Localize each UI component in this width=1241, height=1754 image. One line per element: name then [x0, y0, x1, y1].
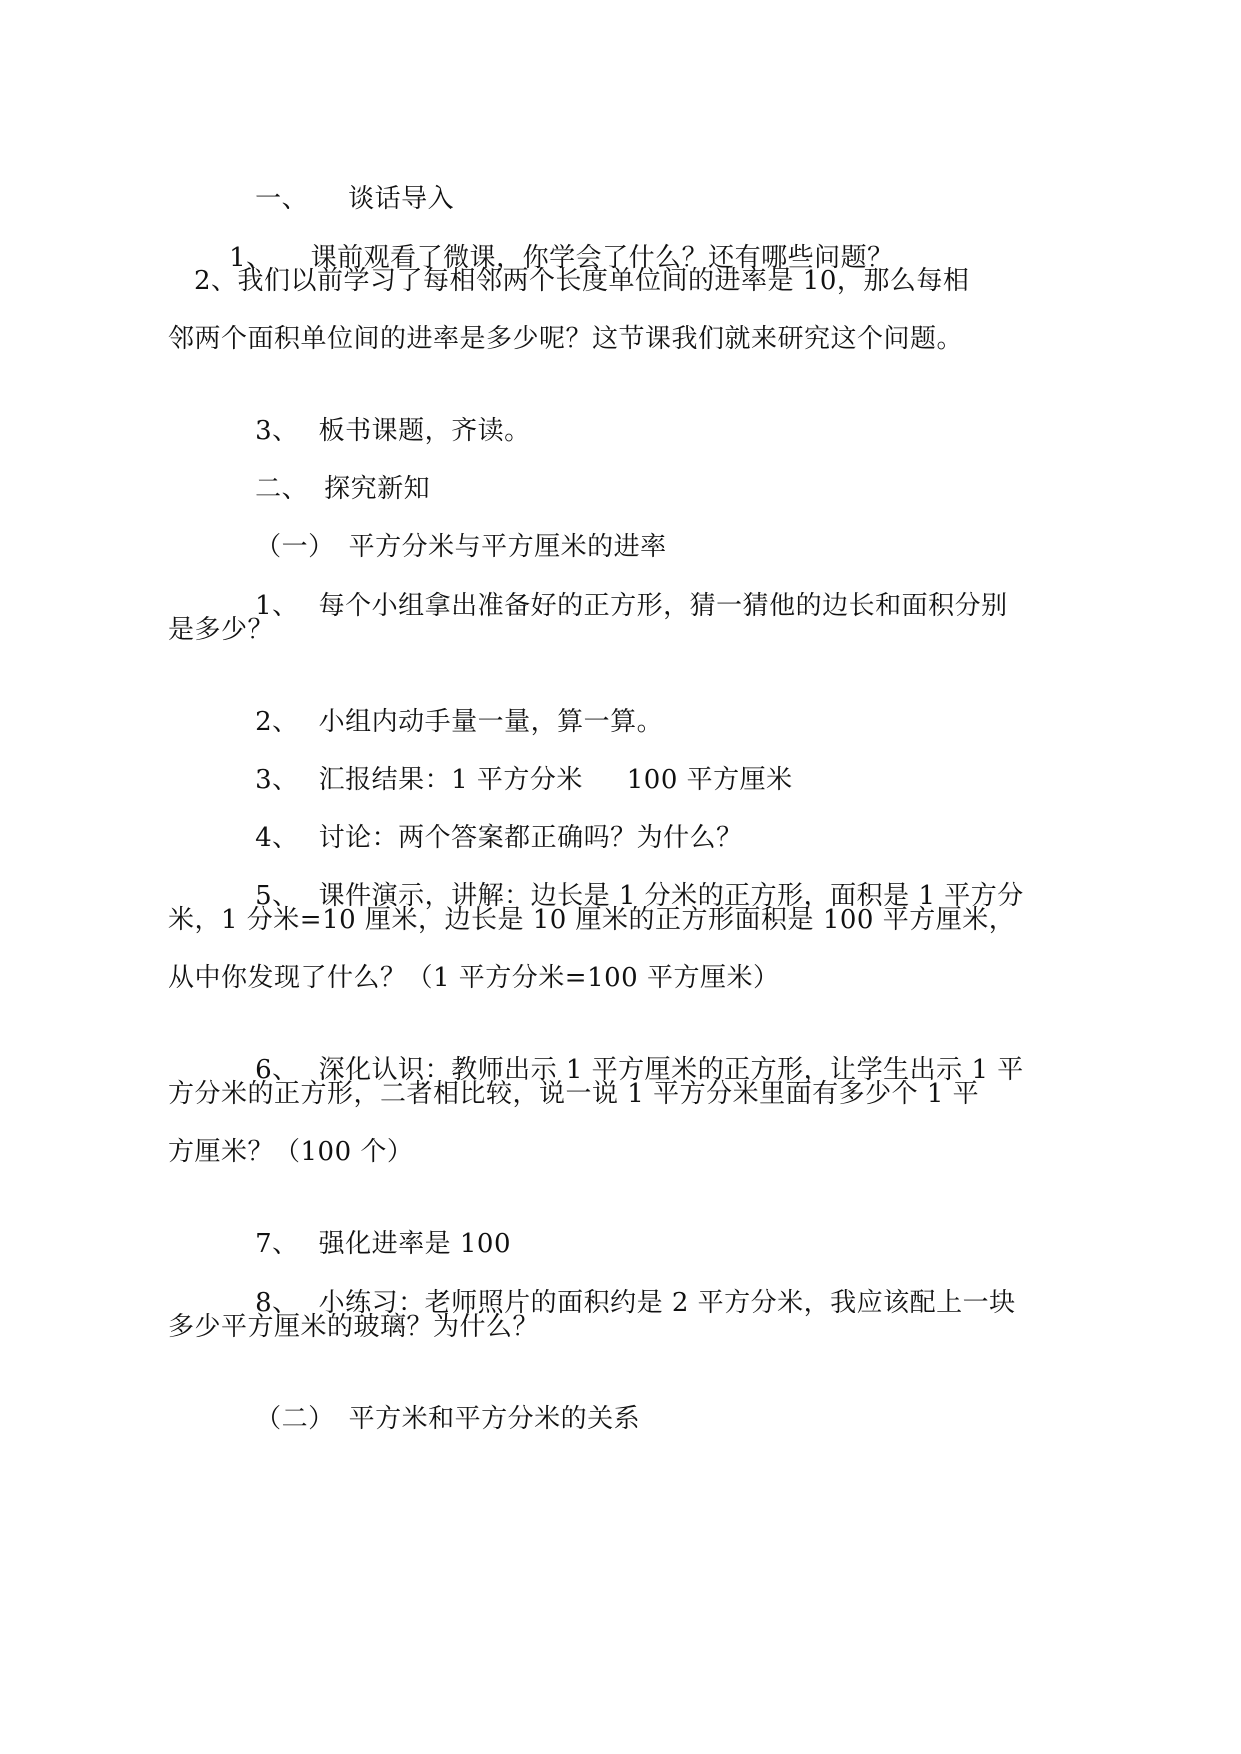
section2-item-6-number: 6、 — [255, 1055, 299, 1085]
section2-item-1-number: 1、 — [255, 591, 299, 621]
subsection-2-heading — [220, 1368, 640, 1470]
section2-heading-text: 探究新知 — [324, 474, 431, 504]
section2-item-7-text: 强化进率是 100 — [318, 1229, 512, 1259]
section2-item-5-text: 课件演示，讲解：边长是 1 分米的正方形，面积是 1 平方分 — [318, 881, 1024, 911]
section2-item-2-text: 小组内动手量一量，算一算。 — [318, 707, 664, 737]
section2-item-4-text: 讨论：两个答案都正确吗？为什么？ — [318, 823, 743, 853]
subsection-2-text: 平方米和平方分米的关系 — [348, 1404, 641, 1434]
section1-item-1-text: 课前观看了微课，你学会了什么？还有哪些问题？ — [310, 243, 894, 273]
section2-item-7-number: 7、 — [255, 1229, 299, 1259]
section1-item-1-number: 1、 — [229, 243, 273, 273]
subsection-1-number: （一） — [255, 532, 335, 562]
section2-item-8-line-2: 多少平方厘米的玻璃？为什么？ — [168, 1312, 540, 1342]
section1-item-2-line-1: 2、我们以前学习了每相邻两个长度单位间的进率是 10，那么每相 — [194, 266, 970, 296]
section2-item-4-number: 4、 — [255, 823, 299, 853]
section2-item-3-text: 汇报结果：1 平方分米 100 平方厘米 — [318, 765, 793, 795]
section2-item-1-line-2: 是多少？ — [168, 615, 275, 645]
section2-item-5-number: 5、 — [255, 881, 299, 911]
section1-item-2-line-2: 邻两个面积单位间的进率是多少呢？这节课我们就来研究这个问题。 — [168, 324, 964, 354]
section1-heading-text: 谈话导入 — [348, 184, 455, 214]
section2-item-5-line-2: 米，1 分米=10 厘米，边长是 10 厘米的正方形面积是 100 平方厘米， — [168, 905, 1016, 935]
section2-item-8-number: 8、 — [255, 1288, 299, 1318]
section1-item-3-text: 板书课题，齐读。 — [318, 416, 531, 446]
section2-item-1-text: 每个小组拿出准备好的正方形，猜一猜他的边长和面积分别 — [318, 591, 1008, 621]
section2-item-6-line-3: 方厘米？（100 个） — [168, 1137, 414, 1167]
subsection-2-number: （二） — [255, 1404, 335, 1434]
section1-item-3-number: 3、 — [255, 416, 299, 446]
section2-item-6-text: 深化认识：教师出示 1 平方厘米的正方形，让学生出示 1 平 — [318, 1055, 1024, 1085]
section2-item-1-line-1 — [220, 555, 1008, 657]
section2-item-5-line-3: 从中你发现了什么？（1 平方分米=100 平方厘米） — [168, 963, 780, 993]
section2-item-8-text: 小练习：老师照片的面积约是 2 平方分米，我应该配上一块 — [318, 1288, 1016, 1318]
section2-item-2-number: 2、 — [255, 707, 299, 737]
section2-item-3-number: 3、 — [255, 765, 299, 795]
section1-heading-number: 一、 — [255, 184, 309, 214]
section2-heading-number: 二、 — [255, 474, 309, 504]
subsection-1-text: 平方分米与平方厘米的进率 — [348, 532, 667, 562]
section2-item-6-line-2: 方分米的正方形，二者相比较，说一说 1 平方分米里面有多少个 1 平 — [168, 1079, 980, 1109]
